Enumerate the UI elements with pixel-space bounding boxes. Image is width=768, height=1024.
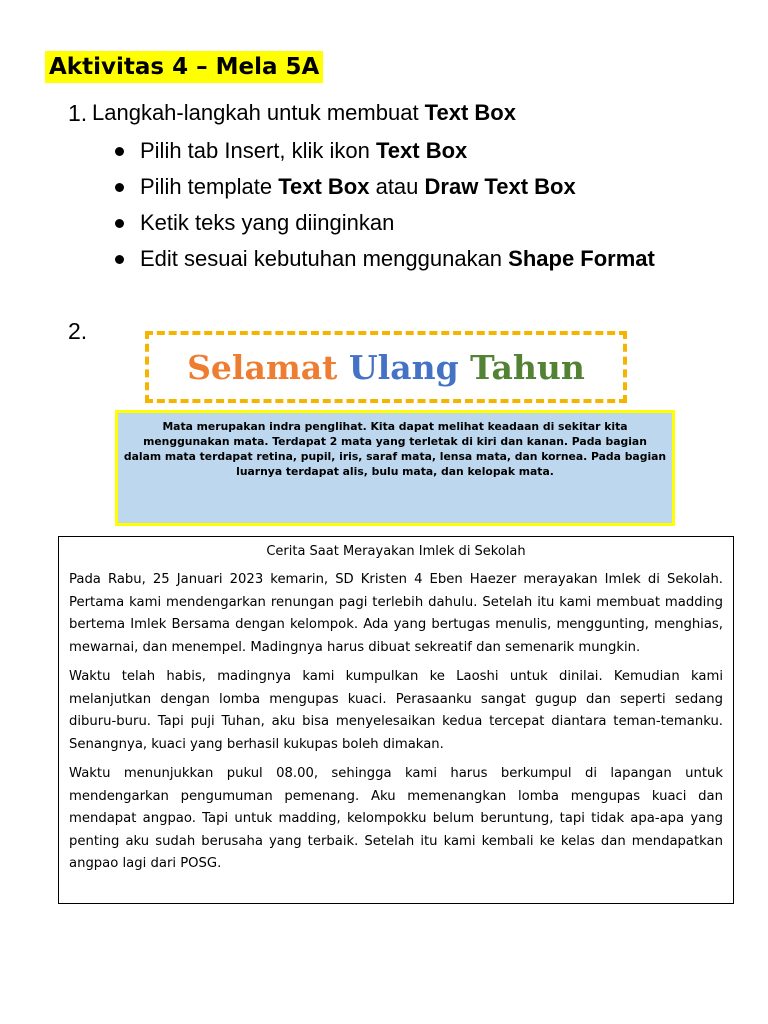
steps-bullet-list (115, 133, 675, 277)
bullet-dot-icon (115, 147, 124, 156)
story-paragraph: Pada Rabu, 25 Januari 2023 kemarin, SD Kristen 4 Eben Haezer merayakan Imlek di Sekolah. Pertama kami mendengarkan renungan pagi terlebih dahulu. Setelah itu kami membuat madding bertema Imlek Bersama dengan kelompok. Ada yang bertugas menulis, menggunting, menghias, mewarnai, dan menempel. Madingnya harus dibuat sekreatif dan semenarik mungkin. (69, 572, 723, 655)
story-paragraph: Waktu menunjukkan pukul 08.00, sehingga kami harus berkumpul di lapangan untuk mendengarkan pengumuman pemenang. Aku memenangkan lomba mengupas kuaci dan mendapat angpao. Tapi untuk madding, kelompokku belum beruntung, tapi tidak apa-apa yang penting aku sudah berusaha yang terbaik. Setelah itu kami kembali ke kelas dan mendapatkan angpao lagi dari POSG. (69, 766, 723, 871)
bullet-text: Pilih template (140, 174, 279, 199)
bullet-bold: Text Box (375, 138, 468, 163)
bullet-text: Ketik teks yang diinginkan (140, 210, 395, 235)
step-1-heading (92, 98, 516, 128)
step-1-heading-bold: Text Box (424, 100, 516, 125)
wordart-word-selamat: Selamat (187, 347, 338, 387)
bullet-dot-icon (115, 255, 124, 264)
bullet-item (115, 241, 675, 277)
wordart-word-tahun: Tahun (470, 347, 585, 387)
wordart-word-ulang: Ulang (348, 347, 459, 387)
bullet-text: atau (369, 174, 425, 199)
step-1-number: 1. (68, 100, 88, 126)
story-title: Cerita Saat Merayakan Imlek di Sekolah (266, 544, 526, 559)
wordart-text-box (145, 331, 627, 403)
bullet-bold: Shape Format (508, 246, 655, 271)
bullet-dot-icon (115, 183, 124, 192)
info-text-box: Mata merupakan indra penglihat. Kita dapat melihat keadaan di sekitar kita menggunakan mata. Terdapat 2 mata yang terletak di kiri dan kanan. Pada bagian dalam mata terdapat retina, pupil, iris, saraf mata, lensa mata, dan kornea. Pada bagian luarnya terdapat alis, bulu mata, dan kelopak mata. (115, 410, 675, 526)
bullet-item (115, 205, 675, 241)
story-text-box (58, 536, 734, 904)
bullet-text: Pilih tab Insert, klik ikon (140, 138, 376, 163)
story-paragraph: Waktu telah habis, madingnya kami kumpulkan ke Laoshi untuk dinilai. Kemudian kami melanjutkan dengan lomba mengupas kuaci. Perasaanku sangat gugup dan seperti sedang diburu-buru. Tapi puji Tuhan, aku bisa menyelesaikan kedua tercepat diantara teman-temanku. Senangnya, kuaci yang berhasil kukupas boleh dimakan. (69, 669, 723, 752)
bullet-dot-icon (115, 219, 124, 228)
bullet-text: Edit sesuai kebutuhan menggunakan (140, 246, 509, 271)
bullet-item (115, 133, 675, 169)
bullet-bold: Text Box (278, 174, 370, 199)
bullet-bold: Draw Text Box (424, 174, 576, 199)
bullet-item (115, 169, 675, 205)
step-2-number: 2. (68, 318, 88, 344)
page-title: Aktivitas 4 – Mela 5A (45, 51, 323, 83)
step-1-heading-text: Langkah-langkah untuk membuat (92, 100, 425, 125)
